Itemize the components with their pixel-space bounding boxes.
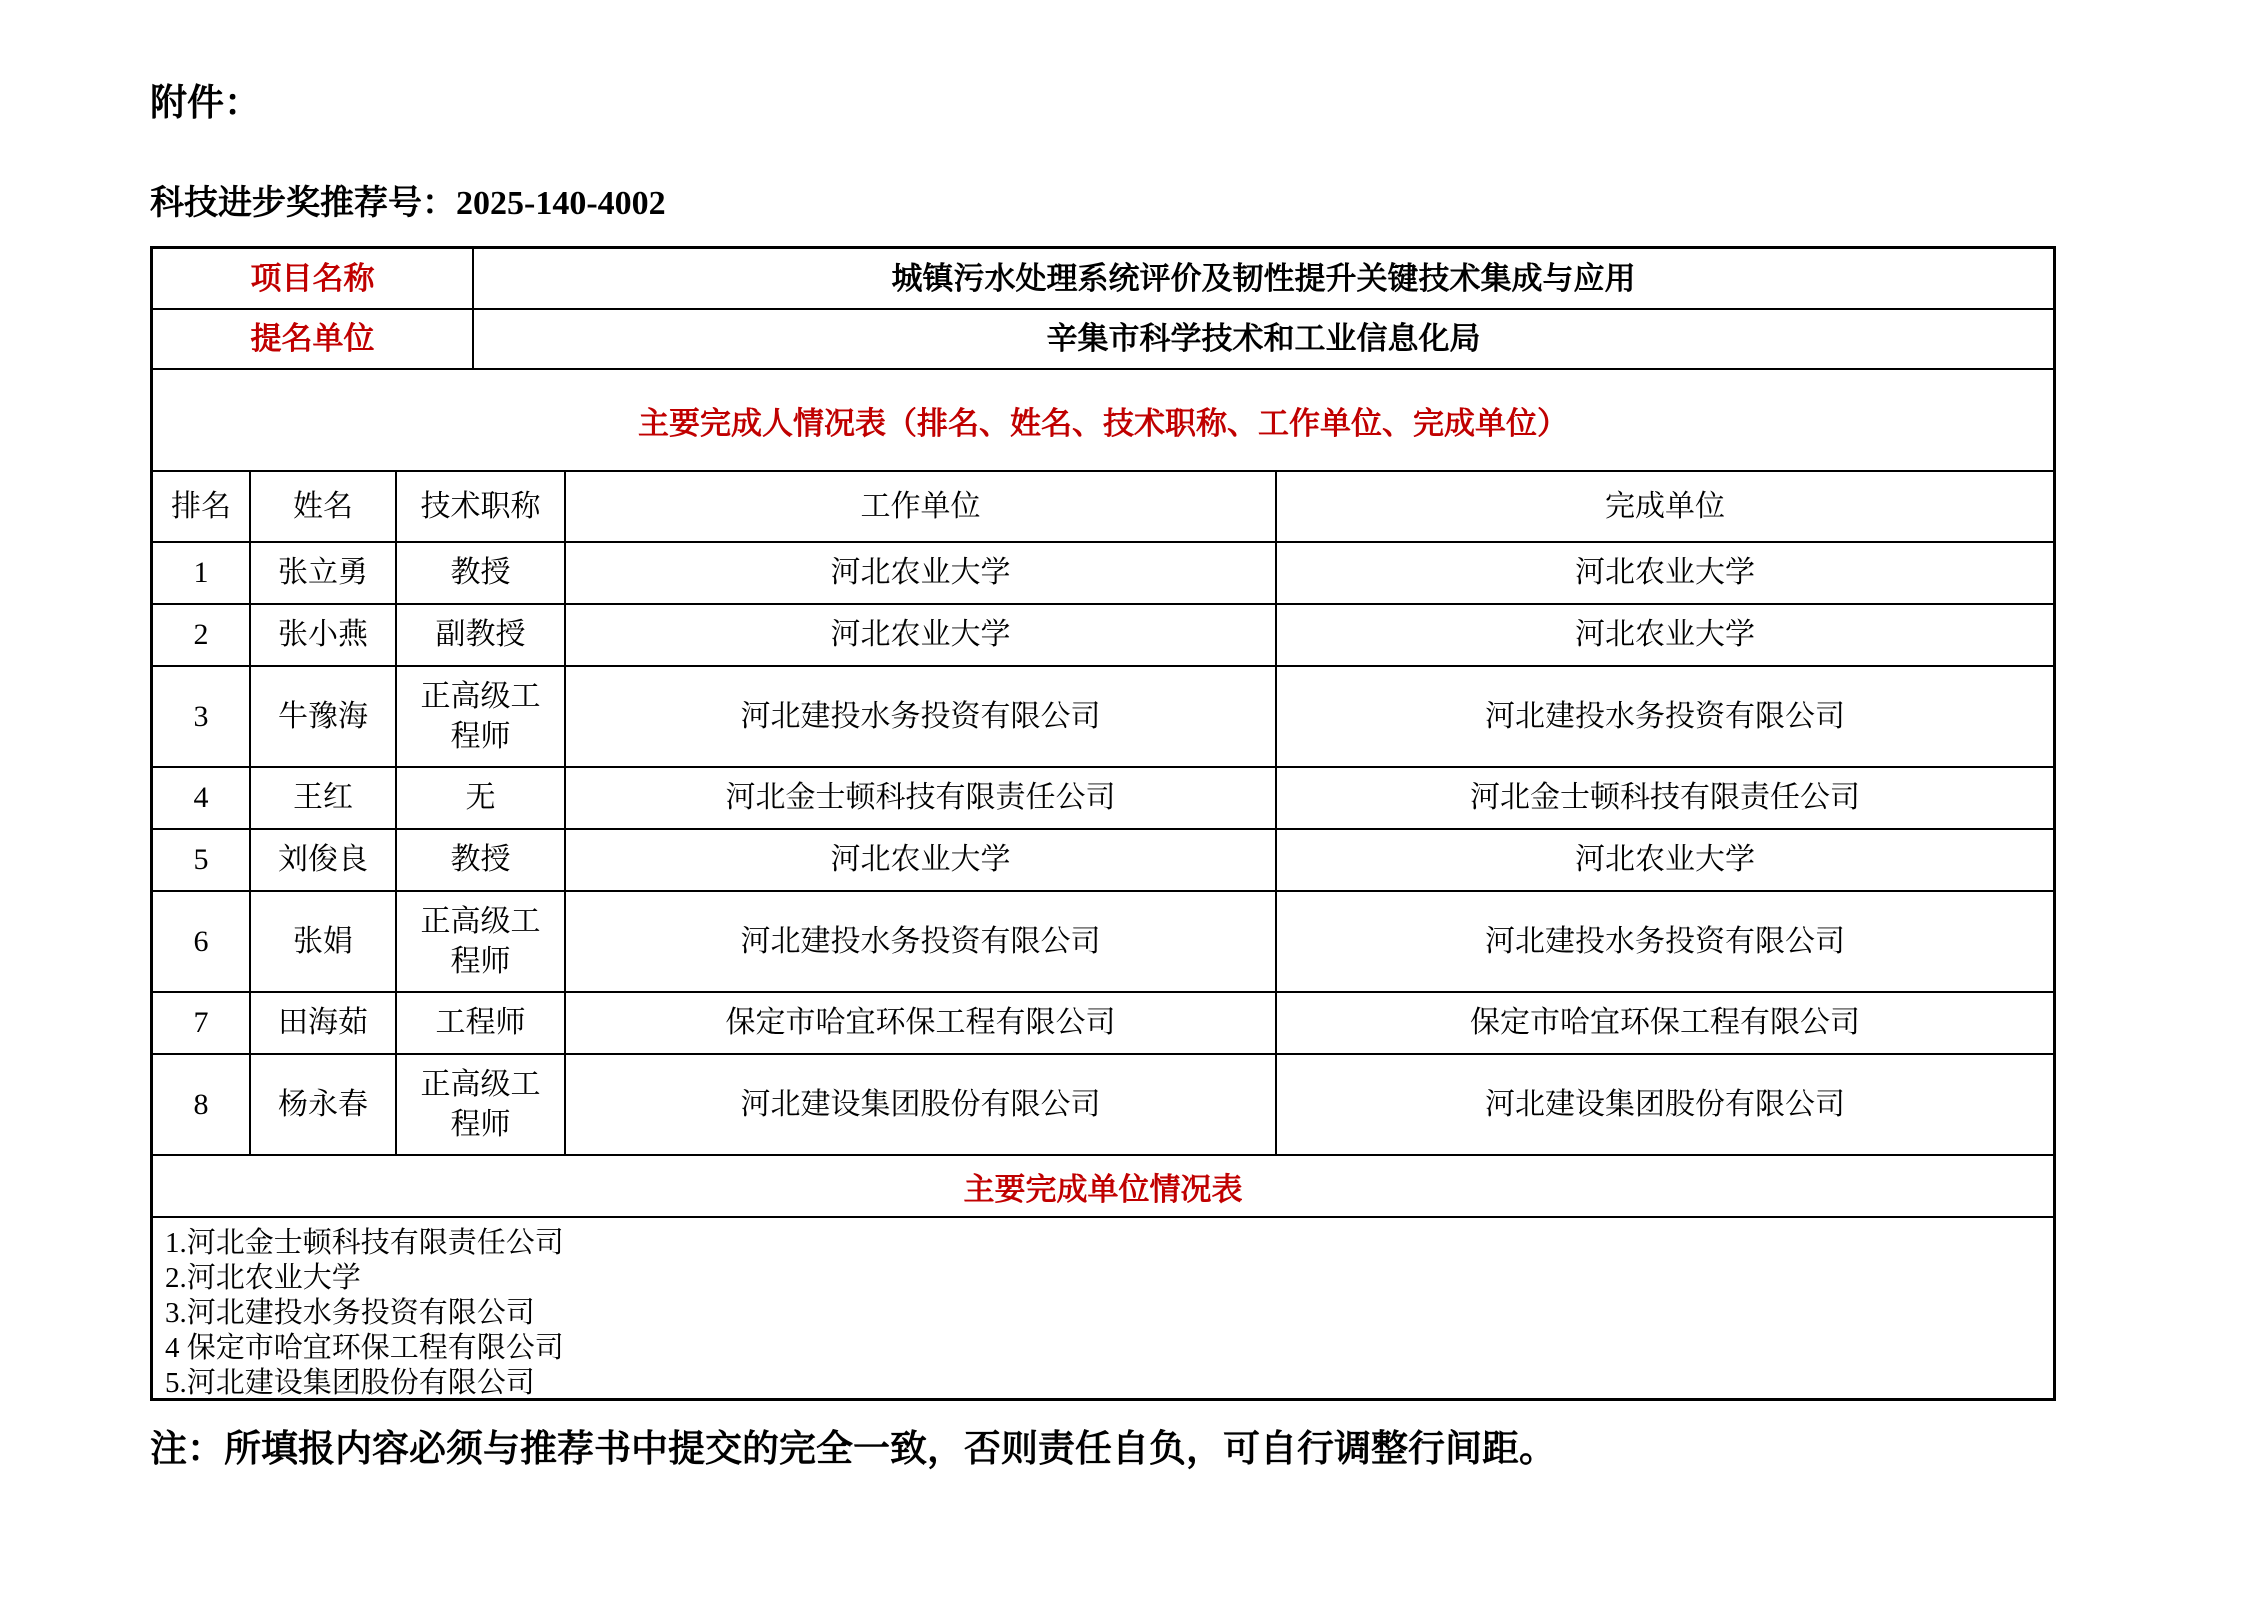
list-item: 3.河北建投水务投资有限公司 bbox=[165, 1297, 535, 1329]
table-row bbox=[153, 666, 2053, 767]
table-row bbox=[153, 829, 2053, 891]
cell-name: 牛豫海 bbox=[250, 666, 396, 767]
list-item: 4 保定市哈宜环保工程有限公司 bbox=[165, 1332, 564, 1364]
cell-rank: 1 bbox=[153, 542, 250, 604]
cell-work-unit: 河北建投水务投资有限公司 bbox=[565, 891, 1276, 992]
recommendation-label: 科技进步奖推荐号： bbox=[150, 185, 456, 222]
cell-work-unit: 河北农业大学 bbox=[565, 542, 1276, 604]
cell-completing-unit: 河北农业大学 bbox=[1276, 542, 2053, 604]
column-header-title: 技术职称 bbox=[396, 472, 565, 542]
cell-name: 刘俊良 bbox=[250, 829, 396, 891]
cell-completing-unit: 河北建投水务投资有限公司 bbox=[1276, 891, 2053, 992]
cell-work-unit: 保定市哈宜环保工程有限公司 bbox=[565, 992, 1276, 1054]
completers-header-row bbox=[153, 472, 2053, 542]
column-header-completing-unit: 完成单位 bbox=[1276, 472, 2053, 542]
column-header-rank: 排名 bbox=[153, 472, 250, 542]
cell-work-unit: 河北建投水务投资有限公司 bbox=[565, 666, 1276, 767]
cell-title: 正高级工程师 bbox=[396, 891, 565, 992]
cell-completing-unit: 河北建设集团股份有限公司 bbox=[1276, 1054, 2053, 1155]
project-name-row bbox=[153, 249, 2053, 309]
table-row bbox=[153, 1054, 2053, 1155]
project-name-label: 项目名称 bbox=[153, 249, 473, 309]
cell-name: 张小燕 bbox=[250, 604, 396, 666]
cell-title: 正高级工程师 bbox=[396, 666, 565, 767]
nominating-unit-label: 提名单位 bbox=[153, 309, 473, 369]
cell-rank: 8 bbox=[153, 1054, 250, 1155]
cell-completing-unit: 河北金士顿科技有限责任公司 bbox=[1276, 767, 2053, 829]
table-row bbox=[153, 891, 2053, 992]
award-form-table bbox=[150, 246, 2056, 1401]
list-item: 5.河北建设集团股份有限公司 bbox=[165, 1367, 535, 1399]
cell-title: 正高级工程师 bbox=[396, 1054, 565, 1155]
completers-table-title: 主要完成人情况表（排名、姓名、技术职称、工作单位、完成单位） bbox=[153, 370, 2053, 472]
cell-completing-unit: 保定市哈宜环保工程有限公司 bbox=[1276, 992, 2053, 1054]
table-row bbox=[153, 992, 2053, 1054]
column-header-name: 姓名 bbox=[250, 472, 396, 542]
cell-work-unit: 河北金士顿科技有限责任公司 bbox=[565, 767, 1276, 829]
nominating-unit-row bbox=[153, 309, 2053, 369]
attachment-heading: 附件： bbox=[150, 82, 261, 123]
column-header-work-unit: 工作单位 bbox=[565, 472, 1276, 542]
cell-name: 张立勇 bbox=[250, 542, 396, 604]
units-list bbox=[153, 1218, 2053, 1398]
cell-name: 杨永春 bbox=[250, 1054, 396, 1155]
recommendation-line bbox=[150, 180, 2245, 228]
cell-rank: 6 bbox=[153, 891, 250, 992]
cell-name: 张娟 bbox=[250, 891, 396, 992]
units-table-title: 主要完成单位情况表 bbox=[153, 1156, 2053, 1218]
cell-rank: 4 bbox=[153, 767, 250, 829]
cell-title: 副教授 bbox=[396, 604, 565, 666]
completers-table bbox=[153, 472, 2053, 1156]
table-row bbox=[153, 542, 2053, 604]
cell-name: 田海茹 bbox=[250, 992, 396, 1054]
cell-work-unit: 河北建设集团股份有限公司 bbox=[565, 1054, 1276, 1155]
cell-completing-unit: 河北农业大学 bbox=[1276, 604, 2053, 666]
list-item: 1.河北金士顿科技有限责任公司 bbox=[165, 1227, 564, 1259]
info-table bbox=[153, 249, 2053, 370]
cell-rank: 3 bbox=[153, 666, 250, 767]
list-item: 2.河北农业大学 bbox=[165, 1262, 361, 1294]
cell-rank: 2 bbox=[153, 604, 250, 666]
cell-completing-unit: 河北农业大学 bbox=[1276, 829, 2053, 891]
table-row bbox=[153, 767, 2053, 829]
cell-rank: 7 bbox=[153, 992, 250, 1054]
cell-title: 教授 bbox=[396, 829, 565, 891]
footer-note: 注：所填报内容必须与推荐书中提交的完全一致，否则责任自负，可自行调整行间距。 bbox=[150, 1429, 1556, 1470]
cell-rank: 5 bbox=[153, 829, 250, 891]
cell-title: 工程师 bbox=[396, 992, 565, 1054]
table-row bbox=[153, 604, 2053, 666]
cell-title: 教授 bbox=[396, 542, 565, 604]
cell-title: 无 bbox=[396, 767, 565, 829]
nominating-unit-value: 辛集市科学技术和工业信息化局 bbox=[473, 309, 2053, 369]
cell-work-unit: 河北农业大学 bbox=[565, 604, 1276, 666]
recommendation-number: 2025-140-4002 bbox=[456, 185, 666, 222]
project-name-value: 城镇污水处理系统评价及韧性提升关键技术集成与应用 bbox=[473, 249, 2053, 309]
cell-work-unit: 河北农业大学 bbox=[565, 829, 1276, 891]
cell-completing-unit: 河北建投水务投资有限公司 bbox=[1276, 666, 2053, 767]
cell-name: 王红 bbox=[250, 767, 396, 829]
